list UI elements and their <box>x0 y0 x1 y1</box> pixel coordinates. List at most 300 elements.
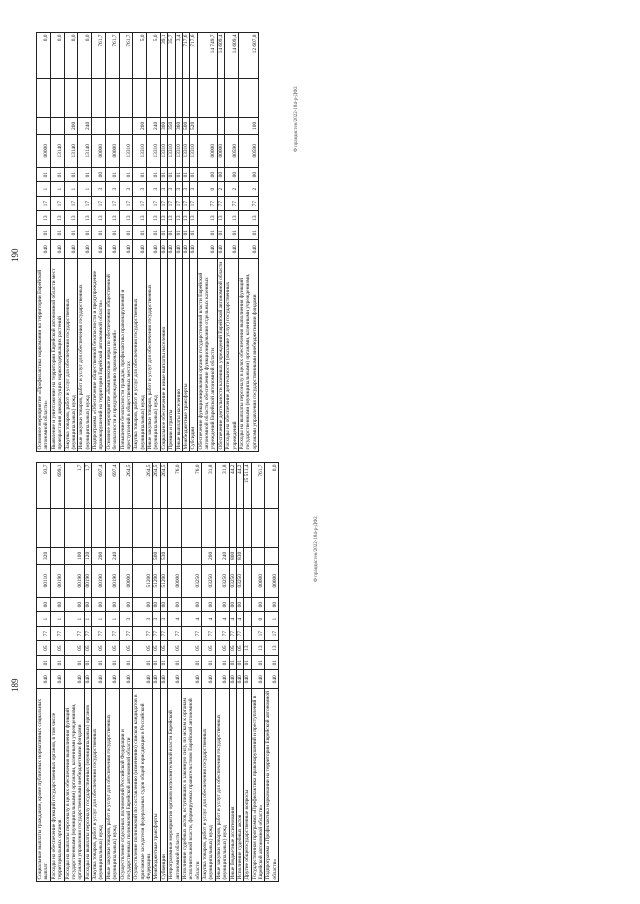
row-amount: 264,5 <box>153 463 160 509</box>
row-code: 040 <box>37 240 51 259</box>
row-code: 3 <box>105 182 119 197</box>
row-name: Расходы на выплаты персоналу в целях обеспечения выполнения функций государственными (муниципальными) органами, казенными учреждениями, органами управления государственными внебюджетными фондами <box>64 689 84 882</box>
row-amount: 0,0 <box>78 33 92 79</box>
row-code: 3 <box>92 182 106 197</box>
empty-cell <box>202 508 216 547</box>
row-code: 00000 <box>37 134 51 167</box>
row-code: 3 <box>182 182 189 197</box>
row-code: 01 <box>182 167 189 182</box>
row-code: 01 <box>168 655 182 670</box>
row-code: 01 <box>225 225 239 240</box>
row-code: 200 <box>202 548 216 565</box>
row-code: 51200 <box>160 564 167 597</box>
table-row <box>37 463 51 882</box>
table-row <box>168 33 175 452</box>
row-code: 00 <box>84 597 91 612</box>
empty-cell <box>225 78 239 117</box>
row-amount: 93,7 <box>37 463 51 509</box>
row-code: 01 <box>215 655 229 670</box>
row-code: 05 <box>181 641 201 656</box>
empty-cell <box>251 508 265 547</box>
row-name: Межбюджетные трансферты <box>182 259 189 452</box>
row-code: 05 <box>229 641 236 656</box>
row-code: 0 <box>251 612 265 627</box>
row-code: 00 <box>153 597 160 612</box>
row-code: 00190 <box>105 564 119 597</box>
row-code: 4 <box>168 612 182 627</box>
empty-cell <box>119 508 133 547</box>
row-code: 00000 <box>251 564 265 597</box>
row-code: 040 <box>238 240 258 259</box>
table-row <box>133 463 153 882</box>
row-code: 100 <box>64 548 84 565</box>
row-code: 1 <box>105 612 119 627</box>
table-row <box>265 463 279 882</box>
row-code: 040 <box>153 670 160 689</box>
row-code: 1 <box>92 612 106 627</box>
row-name: Выявление и уничтожение на территории Еврейской автономной области мест произрастания дикорастущих наркосодержащих растений <box>50 259 64 452</box>
row-code: 01 <box>133 167 147 182</box>
empty-cell <box>37 508 51 547</box>
row-code: 01 <box>181 655 201 670</box>
row-name: Социальное обеспечение и иные выплаты населению <box>160 259 167 452</box>
table-row <box>182 33 189 452</box>
row-name: Иные выплаты населению <box>175 259 182 452</box>
row-code: 13 <box>197 211 217 226</box>
row-code: 17 <box>133 196 147 211</box>
empty-cell <box>64 508 84 547</box>
row-code: 01 <box>168 167 175 182</box>
row-code: 040 <box>119 670 133 689</box>
row-name: Закупка товаров, работ и услуг для обеспечения государственных (муниципальных) нужд <box>92 689 106 882</box>
row-code: 040 <box>160 240 167 259</box>
table-row <box>229 463 236 882</box>
row-code: 77 <box>236 626 243 641</box>
row-amount: 3,4 <box>175 33 182 79</box>
row-code: 00 <box>202 597 216 612</box>
table-row <box>236 463 243 882</box>
row-code: 3 <box>168 182 175 197</box>
row-code: 01 <box>105 167 119 182</box>
row-code: 13 <box>182 211 189 226</box>
table-row <box>160 463 167 882</box>
table-row <box>78 33 92 452</box>
row-code: 320 <box>37 548 51 565</box>
row-code: 01 <box>147 225 161 240</box>
row-code: 13 <box>78 211 92 226</box>
row-code <box>244 612 251 627</box>
page-190 <box>10 32 299 452</box>
table-row <box>217 33 224 452</box>
row-code: 01 <box>92 225 106 240</box>
row-code: 05 <box>105 641 119 656</box>
row-name: Повышение безопасности граждан, профилактика правонарушений и преступлений в общественных местах <box>119 259 133 452</box>
page-number: 190 <box>10 248 20 262</box>
row-code: 13 <box>50 211 64 226</box>
row-amount: 31,8 <box>215 463 229 509</box>
row-code: 05 <box>236 641 243 656</box>
row-code: 17 <box>251 626 265 641</box>
row-code <box>197 118 217 135</box>
row-code: 00000 <box>265 564 279 597</box>
row-amount: 15 511,4 <box>244 463 251 509</box>
row-code: 05 <box>153 641 160 656</box>
row-code: 040 <box>160 670 167 689</box>
row-code: 01 <box>78 225 92 240</box>
row-code: 01 <box>50 167 64 182</box>
row-amount: 44,2 <box>229 463 236 509</box>
row-code: 040 <box>64 240 78 259</box>
row-name: Непрограммные мероприятия органов исполнительной власти Еврейской автономной области <box>168 689 182 882</box>
row-code: 040 <box>175 240 182 259</box>
row-code: 77 <box>215 626 229 641</box>
row-code <box>37 118 51 135</box>
row-code: 00000 <box>105 134 119 167</box>
row-code: 00590 <box>225 134 239 167</box>
row-code: 13310 <box>147 134 161 167</box>
row-code <box>251 548 265 565</box>
row-code: 00000 <box>92 134 106 167</box>
row-code <box>92 118 106 135</box>
row-code: 13 <box>238 211 258 226</box>
row-code: 01 <box>160 655 167 670</box>
row-name: Обеспечение деятельности казенных учреждений Еврейской автономной области <box>217 259 224 452</box>
row-amount: 31,8 <box>202 463 216 509</box>
row-name: Расходы на обеспечение функций государственных органов, в том числе территориальных органов <box>50 689 64 882</box>
row-code: 040 <box>64 670 84 689</box>
empty-cell <box>105 78 119 117</box>
row-code: 040 <box>119 240 133 259</box>
table-row <box>238 33 258 452</box>
row-code: 01 <box>133 225 147 240</box>
row-code: 00000 <box>168 564 182 597</box>
row-code: 00190 <box>64 564 84 597</box>
row-code: 00 <box>92 167 106 182</box>
row-code: 01 <box>84 655 91 670</box>
row-code: 17 <box>64 196 78 211</box>
row-code: 17 <box>182 196 189 211</box>
row-code: 040 <box>133 670 153 689</box>
row-code: 500 <box>153 548 160 565</box>
empty-cell <box>215 508 229 547</box>
row-code: 13 <box>92 211 106 226</box>
row-code: 1 <box>50 182 64 197</box>
row-code: 51200 <box>133 564 153 597</box>
row-code: 1 <box>84 612 91 627</box>
row-code: 00 <box>133 597 153 612</box>
row-code: 00590 <box>238 134 258 167</box>
row-code: 13 <box>160 211 167 226</box>
row-name: Премии и гранты <box>168 259 175 452</box>
row-code: 120 <box>84 548 91 565</box>
row-code: 01 <box>64 167 78 182</box>
empty-cell <box>50 508 64 547</box>
row-code <box>225 118 239 135</box>
row-code: 040 <box>236 670 243 689</box>
row-code: 040 <box>84 670 91 689</box>
empty-cell <box>160 508 167 547</box>
row-code: 040 <box>251 670 265 689</box>
row-code: 03250 <box>236 564 243 597</box>
row-amount: 761,7 <box>251 463 265 509</box>
row-amount: 14 749,7 <box>197 33 217 79</box>
row-code: 01 <box>202 655 216 670</box>
row-code: 01 <box>265 655 279 670</box>
row-code: 03250 <box>229 564 236 597</box>
row-code: 100 <box>238 118 258 135</box>
row-code: 01 <box>64 225 78 240</box>
empty-cell <box>182 78 189 117</box>
row-amount: 699,1 <box>50 463 64 509</box>
row-code: 17 <box>160 196 167 211</box>
empty-cell <box>238 78 258 117</box>
row-name: Осуществление полномочий по составлению (изменению) списков кандидатов в присяжные заседатели федеральных судов общей юрисдикции в Российской Федерации <box>133 689 153 882</box>
empty-cell <box>265 508 279 547</box>
row-code: 00 <box>37 597 51 612</box>
row-code: 13140 <box>64 134 78 167</box>
table-row <box>105 33 119 452</box>
row-code: 01 <box>190 167 197 182</box>
table-row <box>160 33 167 452</box>
row-code: 03250 <box>181 564 201 597</box>
row-name: Иные закупки товаров, работ и услуг для обеспечения государственных (муниципальных) нужд <box>105 689 119 882</box>
row-code: 00 <box>251 597 265 612</box>
row-name: Исполнение судебных актов <box>236 689 243 882</box>
table-row <box>197 33 217 452</box>
row-code: 13310 <box>119 134 133 167</box>
row-code: 3 <box>160 612 167 627</box>
row-code: 05 <box>119 641 133 656</box>
row-code: 03250 <box>215 564 229 597</box>
row-name: Закупка товаров, работ и услуг для обеспечения государственных (муниципальных) нужд <box>64 259 78 452</box>
row-code: 01 <box>217 225 224 240</box>
row-code: 040 <box>50 240 64 259</box>
row-code: 2 <box>238 182 258 197</box>
row-code: 13310 <box>133 134 147 167</box>
table-row <box>175 33 182 452</box>
row-code: 00 <box>119 597 133 612</box>
row-name: Закупка товаров, работ и услуг для обеспечения государственных (муниципальных) нужд <box>202 689 216 882</box>
row-code: 77 <box>153 626 160 641</box>
row-name: Закупка товаров, работ и услуг для обеспечения государственных (муниципальных) нужд <box>133 259 147 452</box>
row-code: 05 <box>64 641 84 656</box>
row-code: 040 <box>50 670 64 689</box>
budget-table <box>36 32 259 452</box>
row-code: 01 <box>78 167 92 182</box>
row-code: 00000 <box>197 134 217 167</box>
empty-cell <box>236 508 243 547</box>
row-code: 13 <box>190 211 197 226</box>
row-amount: 1,7 <box>64 463 84 509</box>
page-footer: Ф правдистен/2022-184-p-ДФ2 <box>294 86 299 152</box>
table-row <box>50 463 64 882</box>
row-code: 040 <box>92 240 106 259</box>
empty-cell <box>244 508 251 547</box>
row-code: 200 <box>92 548 106 565</box>
table-row <box>92 463 106 882</box>
row-code: 13 <box>168 211 175 226</box>
row-code: 13310 <box>175 134 182 167</box>
row-name: Государственная программа «Профилактика правонарушений и преступлений в Еврейской автономной области» <box>251 689 265 882</box>
table-row <box>153 463 160 882</box>
row-code: 00 <box>92 597 106 612</box>
row-code: 1 <box>50 612 64 627</box>
row-code: 01 <box>153 655 160 670</box>
page-footer: Ф правдистен/2022-184-p-ДФ2 <box>314 516 320 582</box>
row-code: 17 <box>50 196 64 211</box>
row-code <box>119 548 133 565</box>
row-amount: 14 609,4 <box>217 33 224 79</box>
row-amount: 264,5 <box>119 463 133 509</box>
row-code: 4 <box>181 612 201 627</box>
row-code: 13 <box>119 211 133 226</box>
row-code: 2 <box>217 182 224 197</box>
table-row <box>147 33 161 452</box>
empty-cell <box>133 508 153 547</box>
row-code: 800 <box>229 548 236 565</box>
row-code: 01 <box>92 655 106 670</box>
row-code: 77 <box>160 626 167 641</box>
row-code: 01 <box>37 167 51 182</box>
row-code: 00 <box>105 597 119 612</box>
empty-cell <box>64 78 78 117</box>
row-amount: 5,0 <box>147 33 161 79</box>
row-code: 01 <box>37 225 51 240</box>
row-code: 00000 <box>119 564 133 597</box>
row-code: 77 <box>105 626 119 641</box>
row-code: 040 <box>168 240 175 259</box>
row-code: 17 <box>119 196 133 211</box>
row-code: 00 <box>160 597 167 612</box>
empty-cell <box>153 508 160 547</box>
row-code: 830 <box>236 548 243 565</box>
row-code: 01 <box>119 225 133 240</box>
table-row <box>92 33 106 452</box>
row-name: Расходы на выплаты персоналу в целях обеспечения выполнения функций государственными (муниципальными) органами, казенными учреждениями, органами управления государственными внебюджетными фондами <box>238 259 258 452</box>
row-amount: 0,0 <box>50 33 64 79</box>
row-code: 530 <box>160 548 167 565</box>
row-amount: 35,7 <box>168 33 175 79</box>
row-code: 01 <box>229 655 236 670</box>
row-name: Расходы на обеспечение деятельности (оказание услуг) государственных учреждений <box>225 259 239 452</box>
empty-cell <box>160 78 167 117</box>
row-code: 01 <box>119 655 133 670</box>
row-code: 520 <box>190 118 197 135</box>
row-code: 1 <box>64 612 84 627</box>
row-code: 4 <box>215 612 229 627</box>
row-code: 040 <box>182 240 189 259</box>
row-code: 040 <box>105 240 119 259</box>
row-code: 13 <box>225 211 239 226</box>
row-code: 77 <box>229 626 236 641</box>
row-code: 01 <box>160 167 167 182</box>
row-code: 17 <box>168 196 175 211</box>
table-row <box>50 33 64 452</box>
row-code: 350 <box>168 118 175 135</box>
row-code: 05 <box>37 641 51 656</box>
row-code: 17 <box>147 196 161 211</box>
row-code: 040 <box>105 670 119 689</box>
row-code: 13140 <box>78 134 92 167</box>
row-code: 13 <box>217 211 224 226</box>
row-code: 01 <box>197 225 217 240</box>
row-code: 200 <box>133 118 147 135</box>
row-code: 00110 <box>37 564 51 597</box>
row-code: 3 <box>119 182 133 197</box>
row-code: 17 <box>37 196 51 211</box>
empty-cell <box>197 78 217 117</box>
row-code: 040 <box>244 670 251 689</box>
row-amount: 761,7 <box>119 33 133 79</box>
row-name: Расходы на выплаты персоналу государственных (муниципальных) органов <box>84 689 91 882</box>
row-code: 3 <box>147 182 161 197</box>
row-code <box>244 626 251 641</box>
empty-cell <box>217 78 224 117</box>
row-code: 13 <box>105 211 119 226</box>
empty-cell <box>92 78 106 117</box>
row-amount: 1,7 <box>84 463 91 509</box>
row-code: 05 <box>92 641 106 656</box>
row-code: 040 <box>147 240 161 259</box>
row-code <box>244 548 251 565</box>
row-code: 77 <box>225 196 239 211</box>
row-code: 01 <box>168 225 175 240</box>
row-amount: 5,0 <box>133 33 147 79</box>
row-code <box>105 118 119 135</box>
row-code: 05 <box>168 641 182 656</box>
row-code <box>168 548 182 565</box>
row-code: 00 <box>50 597 64 612</box>
row-code: 13 <box>244 641 251 656</box>
row-code: 17 <box>175 196 182 211</box>
row-code: 040 <box>92 670 106 689</box>
row-code: 300 <box>160 118 167 135</box>
row-amount: 14 609,4 <box>225 33 239 79</box>
row-code: 13310 <box>190 134 197 167</box>
row-code: 13140 <box>50 134 64 167</box>
row-code: 01 <box>238 225 258 240</box>
row-code: 040 <box>225 240 239 259</box>
row-code: 00 <box>64 597 84 612</box>
row-code: 77 <box>217 196 224 211</box>
row-code: 01 <box>244 655 251 670</box>
row-code: 040 <box>78 240 92 259</box>
row-code: 17 <box>190 196 197 211</box>
row-name: Основное мероприятие «Профилактика наркомании на территории Еврейской автономной области» <box>37 259 51 452</box>
row-code: 040 <box>190 240 197 259</box>
row-code: 13310 <box>160 134 167 167</box>
table-row <box>202 463 216 882</box>
empty-cell <box>84 508 91 547</box>
row-amount: 761,7 <box>105 33 119 79</box>
row-code: 00 <box>225 167 239 182</box>
table-row <box>251 463 265 882</box>
row-amount: 39,1 <box>160 33 167 79</box>
row-code: 4 <box>202 612 216 627</box>
empty-cell <box>229 508 236 547</box>
row-amount: 761,7 <box>92 33 106 79</box>
row-code: 00 <box>236 597 243 612</box>
empty-cell <box>175 78 182 117</box>
row-name: Межбюджетные трансферты <box>153 689 160 882</box>
row-code: 77 <box>92 626 106 641</box>
row-code: 040 <box>229 670 236 689</box>
row-code: 3 <box>190 182 197 197</box>
table-row <box>215 463 229 882</box>
row-name: Другие общегосударственные вопросы <box>244 689 251 882</box>
row-code <box>133 548 153 565</box>
row-code: 01 <box>251 655 265 670</box>
